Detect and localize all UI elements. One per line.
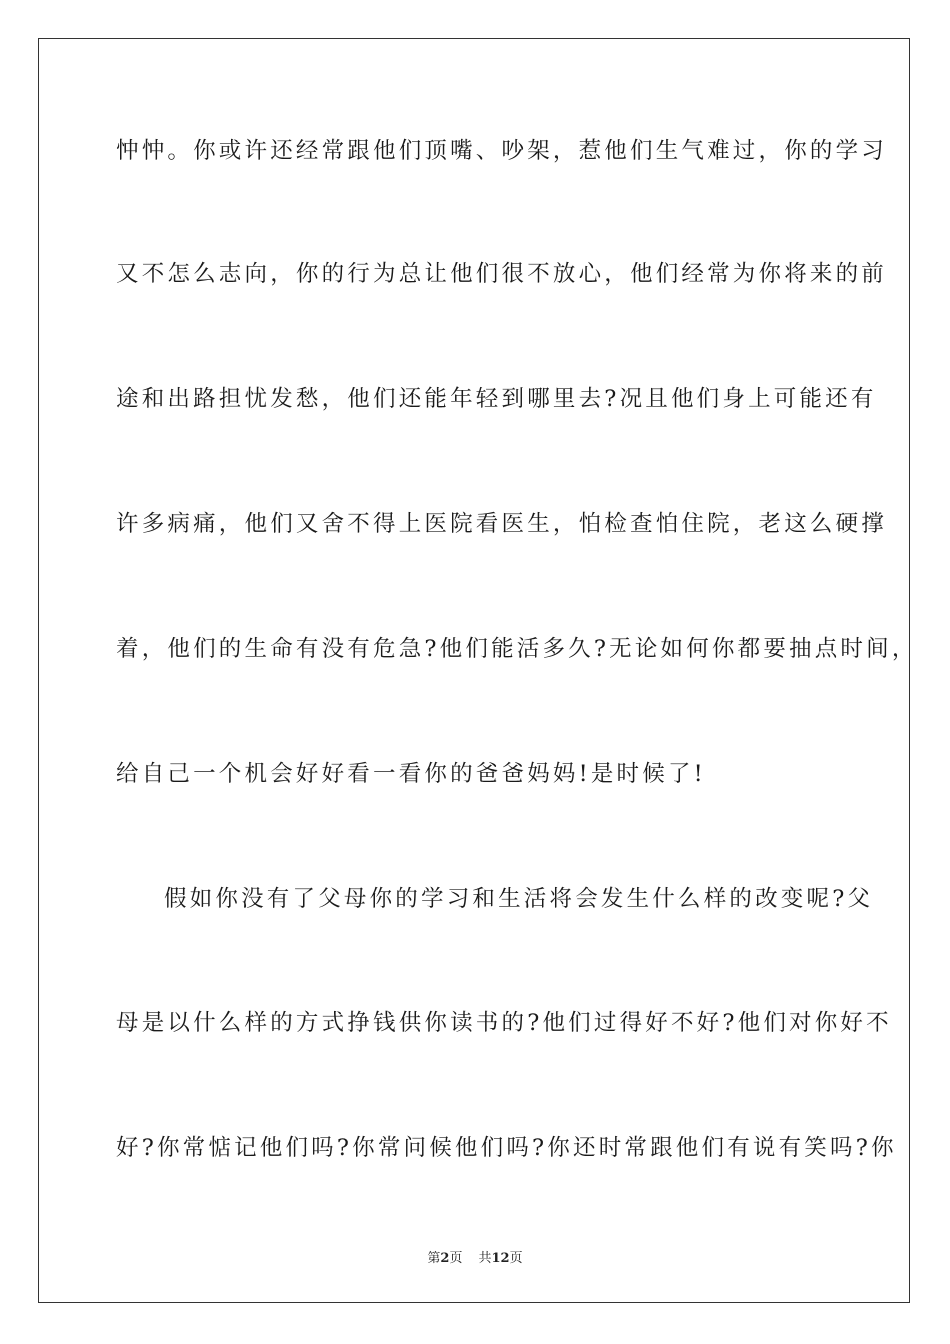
body-text-line: 途和出路担忧发愁，他们还能年轻到哪里去?况且他们身上可能还有 [116, 386, 877, 412]
body-text-line: 母是以什么样的方式挣钱供你读书的?他们过得好不好?他们对你好不 [116, 1010, 892, 1036]
page-footer [0, 1247, 950, 1266]
body-text-line: 好?你常惦记他们吗?你常问候他们吗?你还时常跟他们有说有笑吗?你 [116, 1135, 897, 1161]
total-prefix: 共 [478, 1251, 492, 1266]
page-prefix: 第 [427, 1251, 441, 1266]
paragraph-first-line: 假如你没有了父母你的学习和生活将会发生什么样的改变呢?父 [164, 886, 874, 912]
total-suffix: 页 [509, 1251, 523, 1266]
body-text-line: 许多病痛，他们又舍不得上医院看医生，怕检查怕住院，老这么硬撑 [116, 511, 888, 537]
body-text-line: 着，他们的生命有没有危急?他们能活多久?无论如何你都要抽点时间， [116, 636, 918, 662]
current-page-number: 2 [440, 1251, 450, 1266]
body-text-line: 又不怎么志向，你的行为总让他们很不放心，他们经常为你将来的前 [116, 261, 888, 287]
page-suffix: 页 [449, 1251, 463, 1266]
body-text-line: 给自己一个机会好好看一看你的爸爸妈妈!是时候了! [116, 761, 706, 787]
page-border [38, 38, 918, 1303]
body-text-line: 忡忡。你或许还经常跟他们顶嘴、吵架，惹他们生气难过，你的学习 [116, 138, 888, 164]
total-page-count: 12 [491, 1251, 510, 1266]
